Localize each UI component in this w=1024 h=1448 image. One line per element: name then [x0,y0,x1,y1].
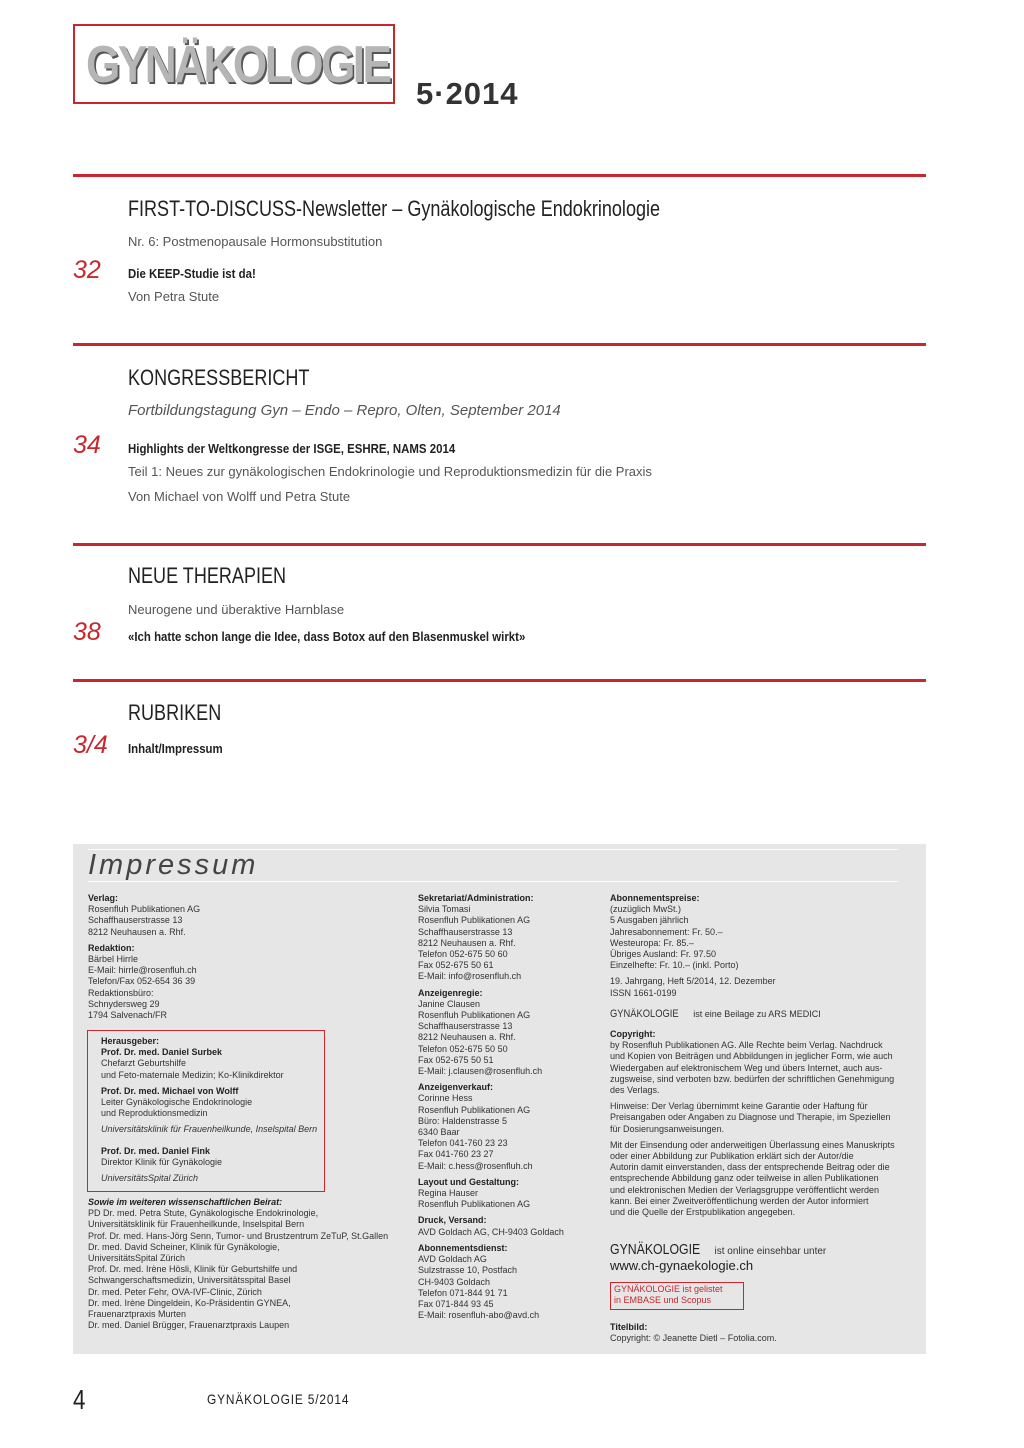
impressum-line: Silvia Tomasi [418,904,471,915]
beilage-text: ist eine Beilage zu ARS MEDICI [693,1009,821,1019]
impressum-line: Dr. med. Peter Fehr, OVA-IVF-Clinic, Zürich [88,1286,262,1297]
impressum-line: E-Mail: c.hess@rosenfluh.ch [418,1160,533,1171]
article-author: Von Michael von Wolff und Petra Stute [128,489,351,504]
impressum-line: Prof. Dr. med. Daniel Fink [101,1145,211,1156]
impressum-line: AVD Goldach AG [418,1254,487,1265]
impressum-line: für Dosierungsanweisungen. [610,1123,725,1134]
impressum-line: 8212 Neuhausen a. Rhf. [418,937,516,948]
impressum-line: Westeuropa: Fr. 85.– [610,937,694,948]
beilage-logo: GYNÄKOLOGIE [610,1008,679,1020]
impressum-line: Abonnementspreise: [610,893,700,903]
impressum-line: (zuzüglich MwSt.) [610,904,682,915]
section-title: NEUE THERAPIEN [128,563,287,588]
impressum-line: Schaffhauserstrasse 13 [88,915,183,926]
impressum-line: Schaffhauserstrasse 13 [418,1021,513,1032]
impressum-line: Sekretariat/Administration: [418,893,534,903]
impressum-line: ISSN 1661-0199 [610,987,677,998]
online-url[interactable]: www.ch-gynaekologie.ch [610,1258,754,1273]
section-divider [73,343,926,346]
impressum-line: Sowie im weiteren wissenschaftlichen Beirat: [88,1197,283,1207]
impressum-line: Universitätsklinik für Frauenheilkunde, Inselspital Bern [101,1124,318,1135]
impressum-line: oder einer Abbildung zur Publikation erklärt sich der Autor/die [610,1151,854,1162]
impressum-line: Hinweise: Der Verlag übernimmt keine Garantie oder Haftung für [610,1101,868,1112]
impressum-line: Telefon 052-675 50 60 [418,949,508,960]
impressum-line: 8212 Neuhausen a. Rhf. [88,926,186,937]
article-headline[interactable]: Die KEEP-Studie ist da! [128,266,256,281]
impressum-line: Redaktion: [88,942,135,953]
impressum-line: des Verlags. [610,1085,660,1096]
page-number: 4 [73,1384,86,1415]
online-text: ist online einsehbar unter [714,1246,827,1257]
impressum-line: Leiter Gynäkologische Endokrinologie [101,1097,253,1108]
impressum-col-abo [610,893,776,999]
article-headline[interactable]: Inhalt/Impressum [128,741,223,756]
impressum-line: Fax 041-760 23 27 [418,1149,494,1160]
impressum-col-verlag [88,893,200,1021]
section-divider [73,174,926,177]
impressum-line: Fax 052-675 50 61 [418,960,494,971]
impressum-line: Anzeigenregie: [418,987,483,998]
article-headline[interactable]: Highlights der Weltkongresse der ISGE, ESHRE, NAMS 2014 [128,441,456,456]
impressum-line: Layout und Gestaltung: [418,1176,519,1187]
impressum-line: Schwangerschaftsmedizin, Universitätsspital Basel [88,1275,291,1286]
impressum-line: zugsweise, sind verboten bzw. bedürfen der schriftlichen Genehmigung [610,1073,895,1084]
impressum-line: Wiedergaben auf elektronischem Weg und übers Internet, auch aus- [610,1062,883,1073]
impressum-line: 6340 Baar [418,1127,460,1138]
impressum-line: Jahresabonnement: Fr. 50.– [610,926,723,937]
impressum-beirat [88,1197,388,1331]
impressum-line: Frauenarztpraxis Murten [88,1309,187,1320]
online-logo: GYNÄKOLOGIE [610,1241,701,1258]
impressum-line: 19. Jahrgang, Heft 5/2014, 12. Dezember [610,976,776,987]
impressum-line: Regina Hauser [418,1188,479,1199]
impressum-line: Mit der Einsendung oder anderweitigen Überlassung eines Manuskripts [610,1139,895,1150]
impressum-line: Rosenfluh Publikationen AG [418,915,531,926]
impressum-line: Copyright: [610,1029,656,1039]
impressum-col-admin [418,893,564,1321]
impressum-line: by Rosenfluh Publikationen AG. Alle Rechte beim Verlag. Nachdruck [610,1040,883,1051]
beilage-line [610,1009,821,1020]
issue-number: 5·2014 [416,76,519,111]
embase-line-2: in EMBASE und Scopus [614,1295,712,1305]
section-subtitle: Neurogene und überaktive Harnblase [128,602,345,617]
impressum-line: Anzeigenverkauf: [418,1082,494,1093]
impressum-line: Herausgeber: [101,1036,160,1046]
impressum-line: Einzelhefte: Fr. 10.– (inkl. Porto) [610,960,739,971]
section-title: RUBRIKEN [128,700,222,725]
impressum-line: und Reproduktionsmedizin [101,1108,208,1119]
impressum-line: Rosenfluh Publikationen AG [418,1104,531,1115]
article-author: Von Petra Stute [128,289,220,304]
impressum-line: Verlag: [88,893,119,903]
impressum-line: PD Dr. med. Petra Stute, Gynäkologische Endokrinologie, [88,1208,319,1219]
impressum-herausgeber [101,1036,317,1184]
impressum-line: AVD Goldach AG, CH-9403 Goldach [418,1226,564,1237]
impressum-line: Dr. med. Daniel Brügger, Frauenarztpraxis Laupen [88,1320,290,1331]
impressum-line: Telefon 041-760 23 23 [418,1138,508,1149]
page-ref: 32 [73,256,101,284]
impressum-line: Telefon/Fax 052-654 36 39 [88,976,196,987]
impressum-line: Bärbel Hirrle [88,954,139,965]
impressum-line: Schaffhauserstrasse 13 [418,926,513,937]
impressum-line: und elektronischen Medien der Verlagsgruppe veröffentlicht werden [610,1184,880,1195]
impressum-line: Rosenfluh Publikationen AG [418,1199,531,1210]
impressum-line: CH-9403 Goldach [418,1276,491,1287]
page-ref: 34 [73,431,101,459]
impressum-line: Druck, Versand: [418,1215,487,1226]
impressum-line: Janine Clausen [418,998,481,1009]
titelbild-credit: Copyright: © Jeanette Dietl – Fotolia.com. [610,1333,777,1343]
impressum-line: Prof. Dr. med. Irène Hösli, Klinik für Geburtshilfe und [88,1264,298,1275]
footer-journal: GYNÄKOLOGIE 5/2014 [207,1391,350,1407]
impressum-line: Rosenfluh Publikationen AG [88,904,201,915]
impressum-title: Impressum [88,849,259,881]
impressum-line: Telefon 071-844 91 71 [418,1287,508,1298]
impressum-line: Direktor Klinik für Gynäkologie [101,1156,223,1167]
impressum-line: Telefon 052-675 50 50 [418,1043,508,1054]
impressum-line: E-Mail: info@rosenfluh.ch [418,971,522,982]
impressum-line: kann. Bei einer Zweitveröffentlichung werden der Autor informiert [610,1195,869,1206]
impressum-line: Autorin damit einverstanden, dass der entsprechende Beitrag oder die [610,1162,890,1173]
journal-logo: GYNÄKOLOGIE [86,36,390,94]
impressum-line: und Feto-maternale Medizin; Ko-Klinikdirektor [101,1069,284,1080]
impressum-line: Prof. Dr. med. Michael von Wolff [101,1085,239,1096]
impressum-line: Prof. Dr. med. Daniel Surbek [101,1047,223,1058]
impressum-line: Abonnementsdienst: [418,1242,508,1253]
page-ref: 38 [73,618,101,646]
impressum-line: E-Mail: j.clausen@rosenfluh.ch [418,1066,543,1077]
impressum-line: Prof. Dr. med. Hans-Jörg Senn, Tumor- und Brustzentrum ZeTuP, St.Gallen [88,1230,389,1241]
impressum-line: E-Mail: rosenfluh-abo@avd.ch [418,1310,540,1321]
impressum-line: Chefarzt Geburtshilfe [101,1058,187,1069]
impressum-line: 5 Ausgaben jährlich [610,915,689,926]
impressum-line: entsprechende Abbildung ganz oder teilweise in allen Publikationen [610,1173,879,1184]
impressum-line: Preisangaben oder Angaben zu Diagnose und Therapie, im Speziellen [610,1112,891,1123]
section-subtitle: Nr. 6: Postmenopausale Hormonsubstitution [128,234,383,249]
impressum-line: Büro: Haldenstrasse 5 [418,1115,508,1126]
impressum-line: Rosenfluh Publikationen AG [418,1010,531,1021]
impressum-line: Redaktionsbüro: [88,987,154,998]
section-divider [73,679,926,682]
impressum-line: 8212 Neuhausen a. Rhf. [418,1032,516,1043]
impressum-line: UniversitätsSpital Zürich [101,1173,199,1184]
impressum-line: Corinne Hess [418,1093,473,1104]
section-divider [73,543,926,546]
page-ref: 3/4 [73,731,108,759]
section-title: FIRST-TO-DISCUSS-Newsletter – Gynäkologische Endokrinologie [128,196,661,221]
impressum-line: 1794 Salvenach/FR [88,1010,168,1021]
online-line [610,1241,826,1259]
impressum-line: Dr. med. David Scheiner, Klinik für Gynäkologie, [88,1241,280,1252]
titelbild-heading: Titelbild: [610,1322,648,1332]
section-subtitle: Fortbildungstagung Gyn – Endo – Repro, Olten, September 2014 [128,402,561,419]
impressum-line: Fax 052-675 50 51 [418,1054,494,1065]
impressum-line: und Kopien von Beiträgen und Abbildungen in jeglicher Form, wie auch [610,1051,893,1062]
impressum-line: UniversitätsSpital Zürich [88,1253,186,1264]
titelbild-label [610,1322,647,1333]
embase-line-1: GYNÄKOLOGIE ist gelistet [614,1284,723,1294]
impressum-line: und die Quelle der Erstpublikation angegeben. [610,1207,796,1218]
impressum-line: Schnydersweg 29 [88,998,160,1009]
impressum-line: E-Mail: hirrle@rosenfluh.ch [88,965,197,976]
impressum-line: Sulzstrasse 10, Postfach [418,1265,518,1276]
impressum-line: Universitätsklinik für Frauenheilkunde, Inselspital Bern [88,1219,305,1230]
article-headline[interactable]: «Ich hatte schon lange die Idee, dass Botox auf den Blasenmuskel wirkt» [128,629,526,644]
article-subline: Teil 1: Neues zur gynäkologischen Endokrinologie und Reproduktionsmedizin für die Praxis [128,464,652,479]
impressum-copyright [610,1029,895,1218]
section-title: KONGRESSBERICHT [128,365,310,390]
impressum-line: Fax 071-844 93 45 [418,1298,494,1309]
impressum-line: Übriges Ausland: Fr. 97.50 [610,949,717,960]
impressum-line: Dr. med. Irène Dingeldein, Ko-Präsidentin GYNEA, [88,1297,291,1308]
